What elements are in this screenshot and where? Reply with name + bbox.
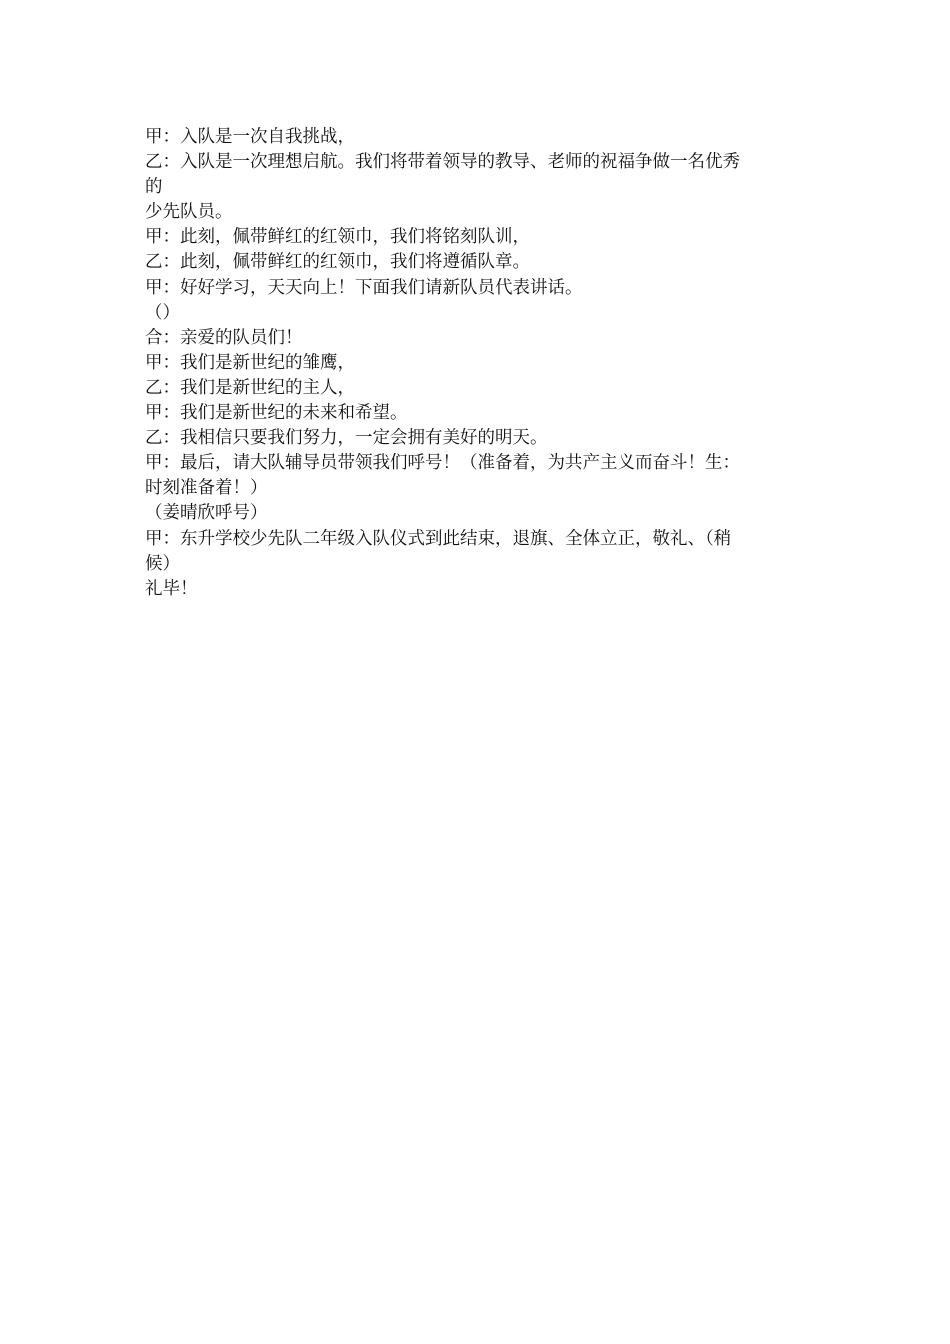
text-line: 甲：好好学习，天天向上！下面我们请新队员代表讲话。 [145,277,583,298]
text-line: 甲：我们是新世纪的未来和希望。 [145,403,408,424]
text-line: 乙：我们是新世纪的主人， [145,377,355,398]
text-line: 时刻准备着！） [145,478,268,499]
text-line: 甲：此刻，佩带鲜红的红领巾，我们将铭刻队训， [145,227,530,248]
text-line: 候） [145,553,180,574]
text-line: （） [145,302,180,323]
text-line: 甲：最后，请大队辅导员带领我们呼号！（准备着，为共产主义而奋斗！生： [145,453,740,474]
document-body [145,125,815,602]
text-line: 乙：我相信只要我们努力，一定会拥有美好的明天。 [145,428,548,449]
text-line: 少先队员。 [145,202,233,223]
text-line: 甲：入队是一次自我挑战， [145,127,355,147]
text-line: 乙：此刻，佩带鲜红的红领巾，我们将遵循队章。 [145,252,530,273]
text-line: （姜晴欣呼号） [145,503,268,524]
text-line: 甲：我们是新世纪的雏鹰， [145,352,355,373]
text-line: 合：亲爱的队员们！ [145,327,303,348]
text-line: 甲：东升学校少先队二年级入队仪式到此结束，退旗、全体立正，敬礼、（稍 [145,528,732,549]
text-line: 乙：入队是一次理想启航。我们将带着领导的教导、老师的祝福争做一名优秀 [145,152,740,173]
text-line: 礼毕！ [145,578,198,599]
text-line: 的 [145,177,163,198]
